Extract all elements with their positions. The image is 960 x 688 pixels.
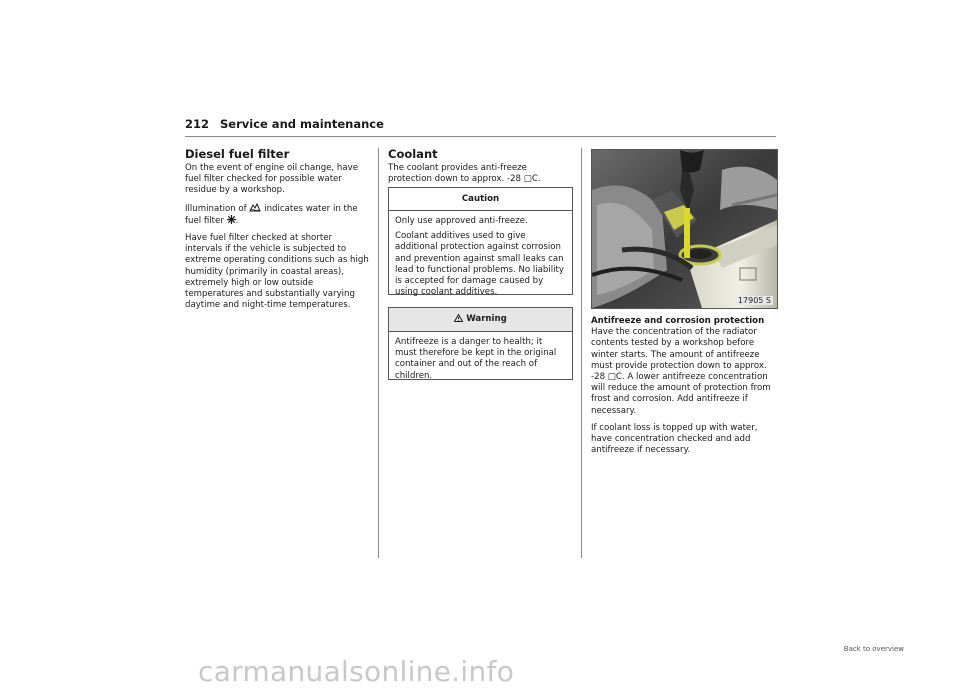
fuel-filter-icon (227, 215, 236, 224)
coolant-reservoir-photo (591, 149, 778, 309)
page-number: 212 (185, 117, 210, 131)
column-divider-right (581, 148, 582, 558)
engine-bay-illustration (592, 150, 777, 308)
diesel-fuel-filter-heading: Diesel fuel filter (185, 147, 290, 161)
watermark: carmanualsonline.info (198, 655, 515, 688)
column-divider-left (378, 148, 379, 558)
antifreeze-paragraph-1: Have the concentration of the radiator contents tested by a workshop before winter starts. The amount of antifreeze must provide protection down to approx. -28 □C. A lower antifreeze concentration will reduce the amount of protection from frost and corrosion. Add antifreeze if necessary. (591, 327, 771, 416)
caution-paragraph-2: Coolant additives used to give additional protection against corrosion and prevention against small leaks can lead to functional problems. No liability is accepted for damage caused by using coolant additives. (395, 231, 565, 298)
coolant-intro: The coolant provides anti-freeze protection down to approx. -28 □C. (388, 163, 541, 185)
antifreeze-subheading: Antifreeze and corrosion protection (591, 316, 765, 326)
water-in-fuel-icon (249, 203, 261, 212)
antifreeze-section (591, 316, 777, 462)
coolant-heading: Coolant (388, 147, 438, 161)
fuel-filter-p2-start: Illumination of (185, 203, 247, 214)
fuel-filter-paragraph-3: Have fuel filter checked at shorter intervals if the vehicle is subjected to extreme operating conditions such as high humidity (primarily in coastal areas), extremely high or low outside temperatures and substantially varying daytime and night-time temperatures. (185, 233, 369, 311)
fuel-filter-paragraph-1: On the event of engine oil change, have fuel filter checked for possible water residue by a workshop. (185, 163, 358, 196)
header-divider (185, 136, 776, 137)
antifreeze-paragraph-2: If coolant loss is topped up with water, have concentration checked and add antifreeze if necessary. (591, 422, 758, 456)
coolant-section (388, 147, 572, 191)
warning-body (389, 332, 572, 392)
back-to-overview-link[interactable]: Back to overview (843, 645, 904, 653)
warning-box (388, 307, 573, 380)
image-code-label: 17905 S (737, 296, 771, 305)
caution-paragraph-1: Only use approved anti-freeze. (395, 216, 528, 226)
warning-header (389, 308, 572, 332)
fuel-filter-paragraph-2 (185, 203, 371, 227)
diesel-fuel-filter-section (185, 147, 371, 317)
caution-body (389, 211, 572, 308)
fuel-filter-p2-end: . (235, 215, 239, 226)
caution-title: Caution (389, 188, 572, 211)
warning-triangle-icon (454, 314, 463, 325)
caution-box (388, 187, 573, 298)
fuel-filter-p2-middle: indicates water in the fuel filter (185, 203, 358, 226)
warning-paragraph: Antifreeze is a danger to health; it must therefore be kept in the original container and out of the reach of children. (395, 337, 557, 381)
section-title: Service and maintenance (220, 117, 384, 131)
warning-title: Warning (466, 314, 507, 324)
